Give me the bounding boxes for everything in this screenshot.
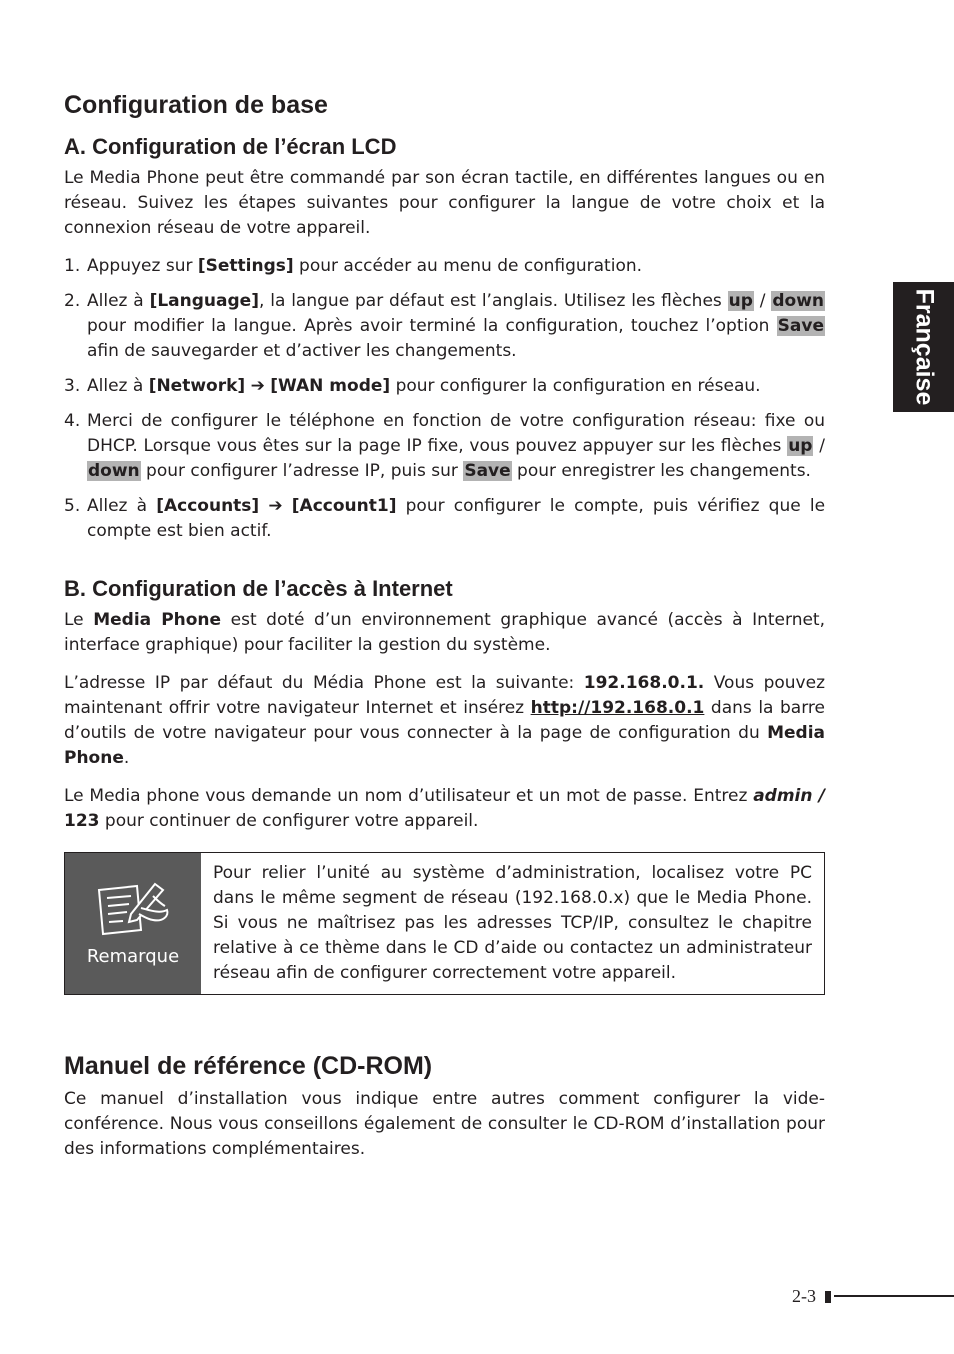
text-run: L’adresse IP par défaut du Média Phone est la suivante:	[64, 673, 584, 693]
step-number: 2.	[64, 291, 81, 311]
step-item	[64, 289, 825, 364]
arrow-icon: ➔	[268, 496, 283, 516]
text-run: Vous pouvez maintenant offrir votre navigateur Internet et insérez	[64, 673, 825, 718]
section-b-paragraph-2	[64, 671, 825, 771]
step-bold: [Accounts]	[156, 496, 260, 516]
step-text: , la langue par défaut est l’anglais. Utilisez les flèches	[258, 291, 728, 311]
step-text: Merci de configurer le téléphone en fonction de votre configuration réseau: fixe ou DHCP. Lorsque vous êtes sur la page IP fixe, vous pouvez appuyer sur les flèches	[87, 411, 825, 456]
main-heading: Configuration de base	[64, 91, 328, 119]
step-number: 5.	[64, 496, 81, 516]
footer-marker	[825, 1291, 831, 1303]
step-bold: [Settings]	[197, 256, 294, 276]
note-pencil-icon	[93, 880, 173, 938]
step-text: pour configurer l’adresse IP, puis sur	[140, 461, 464, 481]
footer-rule	[834, 1295, 954, 1297]
step-item	[64, 374, 825, 399]
key-down-highlight: down	[88, 461, 140, 481]
step-number: 4.	[64, 411, 81, 431]
text-run: pour continuer de configurer votre appareil.	[99, 811, 479, 831]
step-text: pour configurer le compte, puis vérifiez que le compte est bien actif.	[87, 496, 826, 541]
note-label: Remarque	[86, 946, 180, 967]
step-bold: [Language]	[149, 291, 259, 311]
note-box	[64, 852, 825, 995]
step-text: Allez à	[87, 291, 150, 311]
step-text: pour modifier la langue. Après avoir terminé la configuration, touchez l’option	[87, 316, 777, 336]
step-text: /	[813, 436, 825, 456]
text-run: .	[123, 748, 130, 768]
section-a-intro: Le Media Phone peut être commandé par son écran tactile, en différentes langues ou en réseau. Suivez les étapes suivantes pour configurer la langue de votre choix et la connexion réseau de votre appareil.	[64, 168, 825, 238]
key-up-highlight: up	[788, 436, 813, 456]
step-text: pour accéder au menu de configuration.	[293, 256, 643, 276]
step-bold: [Account1]	[291, 496, 397, 516]
key-save-highlight: Save	[464, 461, 511, 481]
section-b-paragraph-3	[64, 784, 825, 834]
text-run: est doté d’un environnement graphique avancé (accès à Internet, interface graphique) pour faciliter la gestion du système.	[64, 610, 826, 655]
product-name: Media Phone	[64, 723, 825, 768]
step-item	[64, 494, 825, 544]
login-password: 123	[64, 811, 100, 831]
step-item	[64, 409, 825, 484]
note-body	[201, 853, 824, 994]
section-b-paragraph-1	[64, 608, 825, 658]
steps-list	[64, 254, 825, 544]
key-up-highlight: up	[728, 291, 753, 311]
step-bold: [WAN mode]	[270, 376, 391, 396]
language-side-tab	[893, 282, 954, 412]
step-text: Allez à	[87, 496, 157, 516]
config-url-link[interactable]: http://192.168.0.1	[530, 698, 705, 718]
section-c-title: Manuel de référence (CD-ROM)	[64, 1052, 433, 1080]
key-save-highlight: Save	[777, 316, 824, 336]
step-text: /	[753, 291, 772, 311]
step-text: Appuyez sur	[87, 256, 198, 276]
page-footer	[792, 1286, 954, 1308]
note-text: Pour relier l’unité au système d’administration, localisez votre PC dans le même segment de réseau (192.168.0.x) que le Media Phone. Si vous ne maîtrisez pas les adresses TCP/IP, consultez le chapitre relative à ce thème dans le CD d’aide ou contactez un administrateur réseau afin de configurer correctement votre appareil.	[213, 863, 812, 983]
step-bold: [Network]	[148, 376, 246, 396]
arrow-icon: ➔	[250, 376, 265, 396]
step-text: Allez à	[87, 376, 149, 396]
step-text: pour configurer la configuration en réseau.	[390, 376, 761, 396]
note-label-panel	[65, 853, 201, 994]
step-number: 1.	[64, 256, 81, 276]
step-text: afin de sauvegarder et d’activer les changements.	[87, 341, 517, 361]
step-number: 3.	[64, 376, 81, 396]
login-username: admin /	[753, 786, 825, 806]
text-run: Le	[64, 610, 94, 630]
section-b-title: B. Configuration de l’accès à Internet	[64, 576, 453, 601]
section-c-text: Ce manuel d’installation vous indique entre autres comment configurer la vide-conférence. Nous vous conseillons également de consulter le CD-ROM d’installation pour des informations complémentaires.	[64, 1089, 825, 1159]
step-item	[64, 254, 825, 279]
text-run: dans la barre d’outils de votre navigateur pour vous connecter à la page de configuration du	[64, 698, 825, 743]
language-side-tab-label: Française	[910, 288, 938, 406]
product-name: Media Phone	[93, 610, 222, 630]
page-number: 2-3	[792, 1286, 816, 1306]
key-down-highlight: down	[772, 291, 824, 311]
step-text: pour enregistrer les changements.	[511, 461, 811, 481]
default-ip: 192.168.0.1.	[583, 673, 705, 693]
page-content	[64, 88, 825, 1175]
text-run: Le Media phone vous demande un nom d’utilisateur et un mot de passe. Entrez	[64, 786, 754, 806]
section-a-title: A. Configuration de l’écran LCD	[64, 134, 397, 159]
